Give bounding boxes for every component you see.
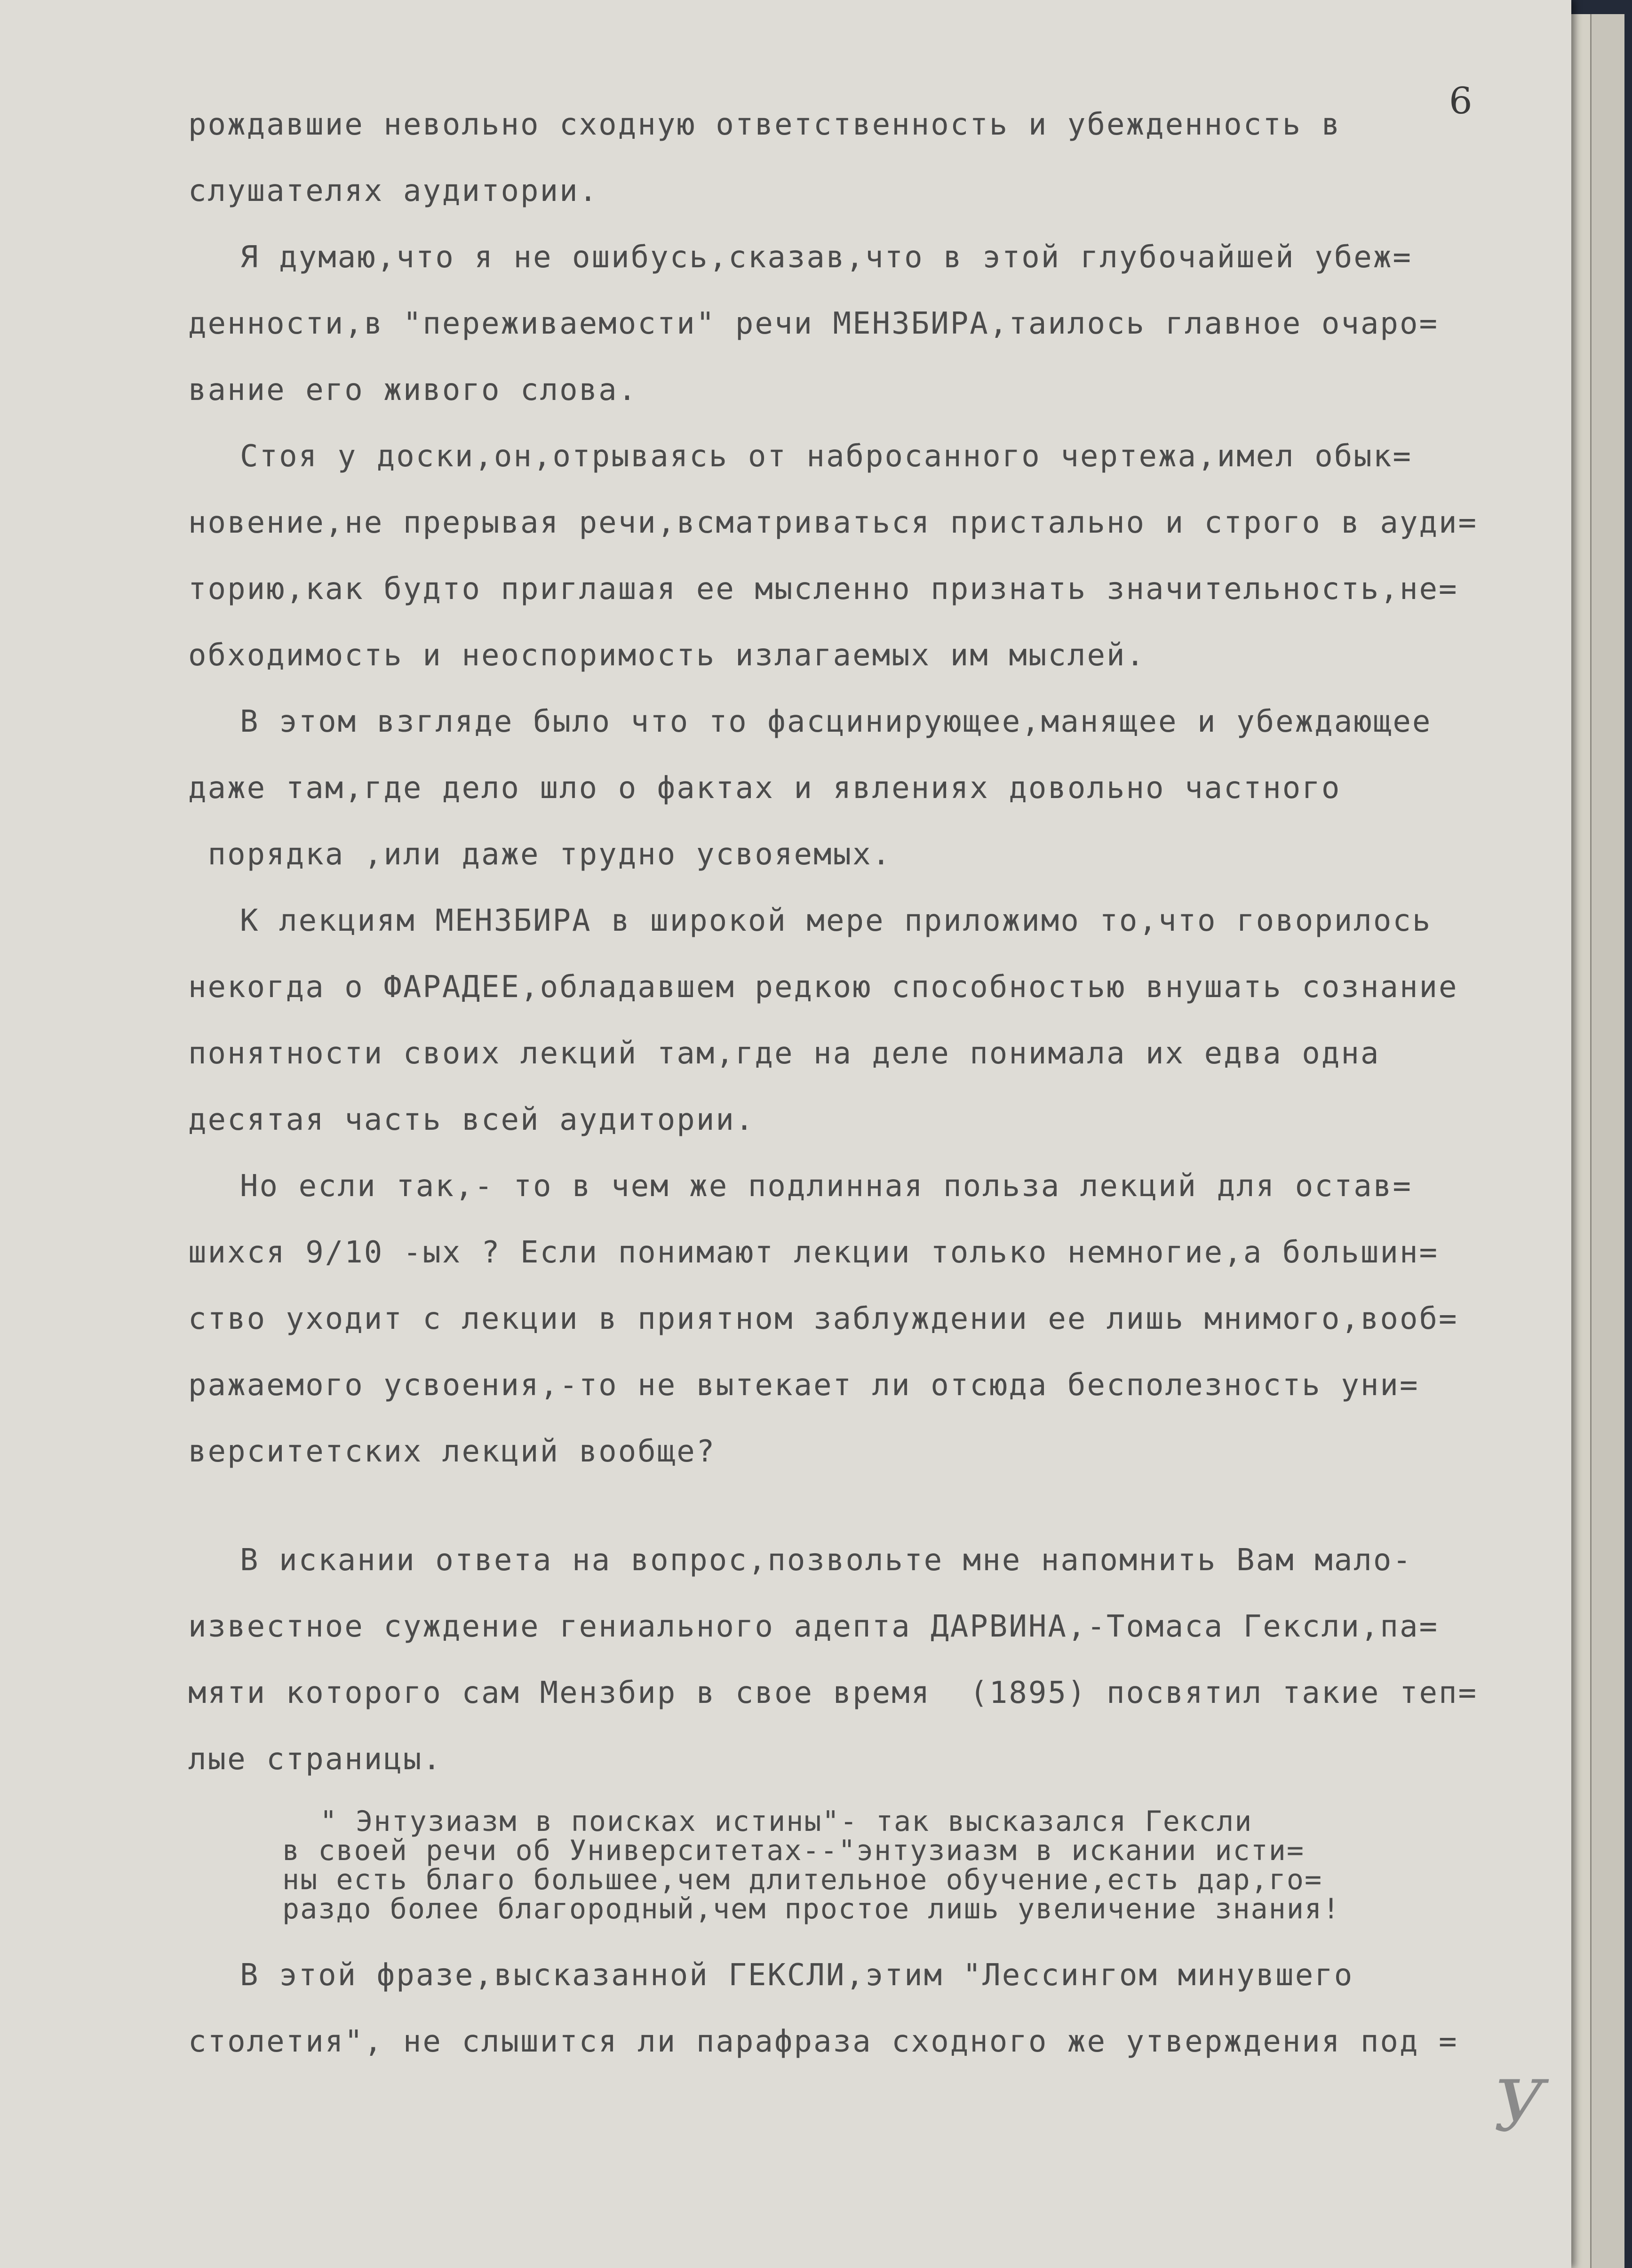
quote-line: в своей речи об Университетах--"энтузиазм в искании исти= [282, 1834, 1305, 1867]
text-line: Но если так,- то в чем же подлинная польза лекций для остав= [240, 1169, 1412, 1204]
text-line: ство уходит с лекции в приятном заблуждении ее лишь мнимого,вооб= [188, 1302, 1458, 1336]
text-line: В этой фразе,высказанной ГЕКСЛИ,этим "Лессингом минувшего [240, 1958, 1354, 1993]
text-line: верситетских лекций вообще? [188, 1434, 716, 1469]
text-line: новение,не прерывая речи,всматриваться пристально и строго в ауди= [188, 505, 1478, 540]
text-line: В этом взгляде было что то фасцинирующее,манящее и убеждающее [240, 704, 1432, 739]
quote-line: ны есть благо большее,чем длительное обучение,есть дар,го= [282, 1863, 1323, 1896]
text-line: слушателях аудитории. [188, 174, 599, 208]
text-line: лые страницы. [188, 1742, 442, 1777]
text-line: десятая часть всей аудитории. [188, 1102, 755, 1137]
page-body [188, 92, 1520, 2075]
paragraph-gap [188, 1485, 1520, 1527]
text-line: некогда о ФАРАДЕЕ,обладавшем редкою способностью внушать сознание [188, 970, 1458, 1005]
text-line: Стоя у доски,он,отрываясь от набросанного чертежа,имел обык= [240, 439, 1412, 474]
text-line: понятности своих лекций там,где на деле понимала их едва одна [188, 1036, 1380, 1071]
quote-line: раздо более благородный,чем простое лишь увеличение знания! [282, 1893, 1341, 1925]
block-quote [282, 1807, 1520, 1924]
text-line: известное суждение гениального адепта ДАРВИНА,-Томаса Гексли,па= [188, 1609, 1439, 1644]
text-line: вание его живого слова. [188, 373, 638, 407]
quote-line: " Энтузиазм в поисках истины"- так высказался Гексли [320, 1805, 1253, 1838]
text-line: Я думаю,что я не ошибусь,сказав,что в этой глубочайшей убеж= [240, 240, 1412, 275]
text-line: торию,как будто приглашая ее мысленно признать значительность,не= [188, 572, 1458, 607]
text-line: рождавшие невольно сходную ответственность и убежденность в [188, 107, 1341, 142]
backing-sheet-edge [1590, 14, 1624, 2268]
text-line: мяти которого сам Мензбир в свое время (1895) посвятил такие теп= [188, 1676, 1478, 1710]
text-line: даже там,где дело шло о фактах и явлениях довольно частного [188, 771, 1361, 806]
text-line: обходимость и неоспоримость излагаемых им мыслей. [188, 638, 1146, 673]
text-line: ражаемого усвоения,-то не вытекает ли отсюда бесполезность уни= [188, 1368, 1419, 1403]
text-line: В искании ответа на вопрос,позвольте мне напомнить Вам мало- [240, 1543, 1412, 1578]
text-line: порядка ,или даже трудно усвояемых. [188, 837, 892, 872]
page-number: 6 [1449, 80, 1473, 122]
text-line: денности,в "переживаемости" речи МЕНЗБИРА,таилось главное очаро= [188, 306, 1439, 341]
text-line: К лекциям МЕНЗБИРА в широкой мере приложимо то,что говорилось [240, 903, 1432, 938]
text-line: шихся 9/10 -ых ? Если понимают лекции только немногие,а большин= [188, 1235, 1439, 1270]
text-line: столетия", не слышится ли парафраза сходного же утверждения под = [188, 2024, 1458, 2059]
archive-mark: У [1494, 2066, 1545, 2148]
